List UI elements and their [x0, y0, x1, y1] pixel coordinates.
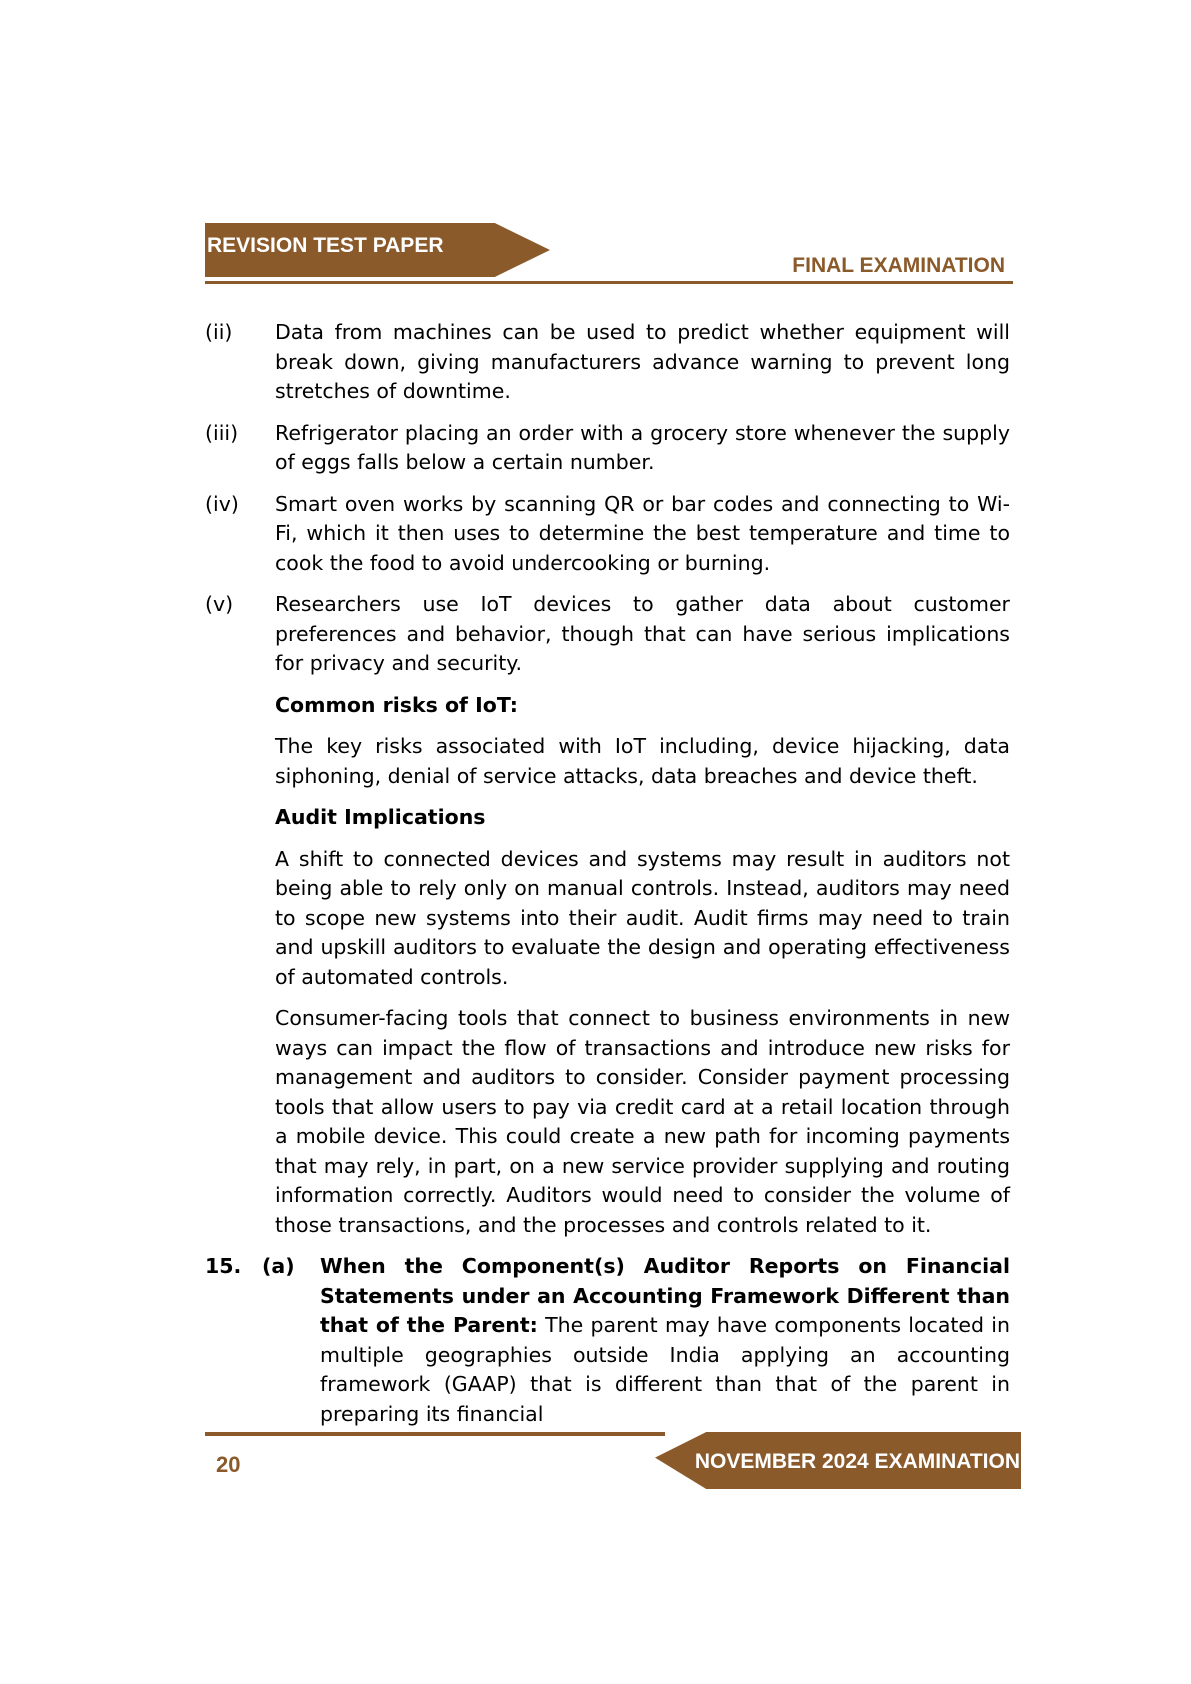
list-item: [205, 590, 1010, 679]
list-item-text: Data from machines can be used to predict whether equipment will break down, giving manufacturers advance warning to prevent long stretches of downtime.: [275, 320, 1010, 403]
audit-paragraph-2: Consumer-facing tools that connect to business environments in new ways can impact the flow of transactions and introduce new risks for management and auditors to consider. Consider payment processing tools that allow users to pay via credit card at a retail location through a mobile device. This could create a new path for incoming payments that may rely, in part, on a new service provider supplying and routing information correctly. Auditors would need to consider the volume of those transactions, and the processes and controls related to it.: [275, 1006, 1010, 1237]
risks-heading: Common risks of IoT:: [275, 692, 518, 717]
list-item-number: (ii): [205, 320, 233, 344]
list-item: [205, 318, 1010, 407]
header-rule: [205, 281, 1013, 284]
audit-paragraph-1: A shift to connected devices and systems may result in auditors not being able to rely only on manual controls. Instead, auditors may need to scope new systems into their audit. Audit firms may need to train and upskill auditors to evaluate the design and operating effectiveness of automated controls.: [275, 846, 1010, 989]
question-number: 15.: [205, 1254, 242, 1278]
page-content: [205, 318, 1010, 1429]
list-item-number: (iii): [205, 420, 239, 445]
question-15: [205, 1252, 1010, 1429]
question-body: The parent may have components located in multiple geographies outside India applying an accounting framework (GAAP) that is different than that of the parent in preparing its financial: [320, 1313, 1010, 1426]
list-item-text: Smart oven works by scanning QR or bar codes and connecting to Wi-Fi, which it then uses to determine the best temperature and time to cook the food to avoid undercooking or burning.: [275, 491, 1010, 575]
question-bold-lead: When the Component(s) Auditor Reports on Financial Statements under an Accounting Framework Different than that of the Parent:: [320, 1254, 1010, 1337]
question-text: [320, 1252, 1010, 1429]
list-item-text: Researchers use IoT devices to gather data about customer preferences and behavior, though that can have serious implications for privacy and security.: [275, 592, 1010, 675]
header-exam-title: FINAL EXAMINATION: [792, 254, 1005, 277]
audit-heading: Audit Implications: [275, 805, 486, 829]
question-subpart: (a): [262, 1254, 295, 1278]
list-item: [205, 490, 1010, 579]
list-item: [205, 419, 1010, 478]
list-item-number: (v): [205, 592, 234, 616]
list-item-number: (iv): [205, 491, 239, 516]
risks-paragraph: The key risks associated with IoT including, device hijacking, data siphoning, denial of service attacks, data breaches and device theft.: [275, 734, 1010, 788]
page-number: 20: [216, 1452, 241, 1477]
footer-rule: [205, 1432, 665, 1436]
footer-banner-title: NOVEMBER 2024 EXAMINATION: [694, 1450, 1020, 1473]
header-banner-title: REVISION TEST PAPER: [207, 234, 444, 257]
list-item-text: Refrigerator placing an order with a grocery store whenever the supply of eggs falls below a certain number.: [275, 420, 1010, 474]
